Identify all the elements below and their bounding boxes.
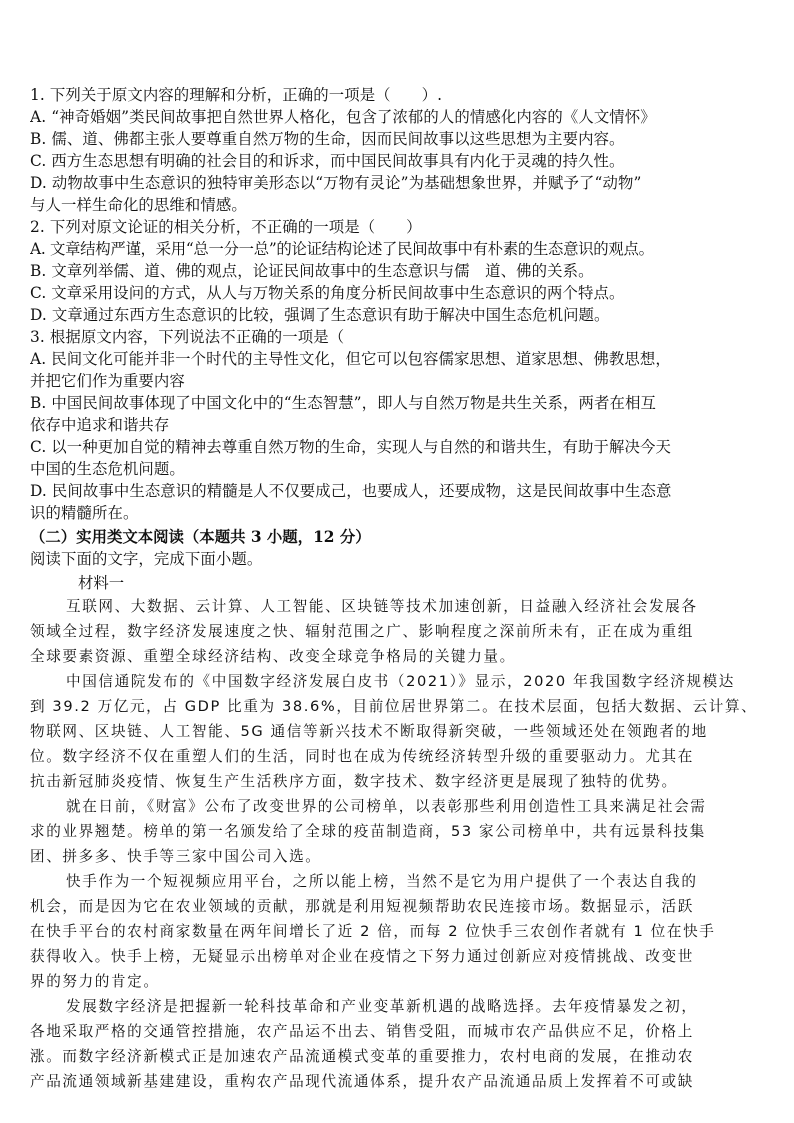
- question-line: 中国的生态危机问题。: [30, 460, 185, 478]
- paragraph-line: 快手作为一个短视频应用平台，之所以能上榜，当然不是它为用户提供了一个表达自我的: [66, 873, 698, 890]
- question-block: [30, 84, 768, 524]
- question-line: B. 文章列举儒、道、佛的观点，论证民间故事中的生态意识与儒 道、佛的关系。: [30, 262, 594, 280]
- paragraph-line: 产品流通领域新基建建设，重构农产品现代流通体系，提升农产品流通品质上发挥着不可或缺: [30, 1073, 694, 1090]
- paragraph-line: 获得收入。快手上榜，无疑显示出榜单对企业在疫情之下努力通过创新应对疫情挑战、改变世: [30, 948, 694, 965]
- question-line: 3. 根据原文内容，下列说法不正确的一项是（: [30, 328, 345, 346]
- question-line: A. 民间文化可能并非一个时代的主导性文化，但它可以包容儒家思想、道家思想、佛教思想，: [30, 350, 671, 368]
- question-line: A. “神奇婚姻”类民间故事把自然世界人格化，包含了浓郁的人的情感化内容的《人文情怀》: [30, 108, 656, 126]
- question-line: C. 文章采用设问的方式，从人与万物关系的角度分析民间故事中生态意识的两个特点。: [30, 284, 625, 302]
- paragraph-line: 机会，而是因为它在农业领域的贡献，那就是利用短视频帮助农民连接市场。数据显示，活跃: [30, 898, 694, 915]
- article-body: [30, 594, 768, 1094]
- paragraph-line: 全球要素资源、重塑全球经济结构、改变全球竞争格局的关键力量。: [30, 648, 516, 665]
- paragraph-line: 团、拼多多、快手等三家中国公司入选。: [30, 848, 322, 865]
- question-line: D. 动物故事中生态意识的独特审美形态以“万物有灵论”为基础想象世界，并赋予了“动物”: [30, 174, 642, 192]
- paragraph-line: 物联网、区块链、人工智能、5G 通信等新兴技术不断取得新突破，一些领域还处在领跑者的地: [30, 723, 708, 740]
- paragraph-line: 涨。而数字经济新模式正是加速农产品流通模式变革的重要推力，农村电商的发展，在推动农: [30, 1048, 694, 1065]
- paragraph-line: 互联网、大数据、云计算、人工智能、区块链等技术加速创新，日益融入经济社会发展各: [66, 598, 698, 615]
- question-line: D. 民间故事中生态意识的精髓是人不仅要成己，也要成人，还要成物，这是民间故事中生态意: [30, 482, 672, 500]
- question-line: 与人一样生命化的思维和情感。: [30, 196, 247, 214]
- question-line: C. 西方生态思想有明确的社会目的和诉求，而中国民间故事具有内化于灵魂的持久性。: [30, 152, 625, 170]
- section-title: （二）实用类文本阅读（本题共 3 小题，12 分）: [30, 528, 371, 546]
- paragraph-line: 发展数字经济是把握新一轮科技革命和产业变革新机遇的战略选择。去年疫情暴发之初，: [66, 998, 698, 1015]
- paragraph: [30, 994, 768, 1094]
- paragraph-line: 求的业界翘楚。榜单的第一名颁发给了全球的疫苗制造商，53 家公司榜单中，共有远景科技集: [30, 823, 706, 840]
- paragraph: [30, 869, 768, 994]
- paragraph-line: 中国信通院发布的《中国数字经济发展白皮书（2021）》显示，2020 年我国数字经济规模达: [66, 673, 735, 690]
- question-line: C. 以一种更加自觉的精神去尊重自然万物的生命，实现人与自然的和谐共生，有助于解决今天: [30, 438, 671, 456]
- question-line: 并把它们作为重要内容: [30, 372, 185, 390]
- paragraph: [30, 669, 768, 794]
- paragraph-line: 各地采取严格的交通管控措施，农产品运不出去、销售受阻，而城市农产品供应不足，价格上: [30, 1023, 694, 1040]
- section-instruction: 阅读下面的文字，完成下面小题。: [30, 550, 263, 568]
- paragraph-line: 到 39.2 万亿元，占 GDP 比重为 38.6%，目前位居世界第二。在技术层面，包括大数据、云计算、: [30, 698, 758, 715]
- question-line: 识的精髓所在。: [30, 504, 139, 522]
- question-line: B. 儒、道、佛都主张人要尊重自然万物的生命，因而民间故事以这些思想为主要内容。: [30, 130, 625, 148]
- question-line: B. 中国民间故事体现了中国文化中的“生态智慧”，即人与自然万物是共生关系，两者在相互: [30, 394, 656, 412]
- question-line: 依存中追求和谐共存: [30, 416, 170, 434]
- paragraph-line: 就在日前，《财富》公布了改变世界的公司榜单，以表彰那些利用创造性工具来满足社会需: [66, 798, 707, 815]
- question-line: 1. 下列关于原文内容的理解和分析，正确的一项是（ ）.: [30, 86, 443, 104]
- paragraph-line: 抗击新冠肺炎疫情、恢复生产生活秩序方面，数字技术、数字经济更是展现了独特的优势。: [30, 773, 678, 790]
- paragraph: [30, 594, 768, 669]
- paragraph-line: 位。数字经济不仅在重塑人们的生活，同时也在成为传统经济转型升级的重要驱动力。尤其在: [30, 748, 694, 765]
- question-line: A. 文章结构严谨，采用“总一分一总”的论证结构论述了民间故事中有朴素的生态意识的观点。: [30, 240, 654, 258]
- paragraph-line: 界的努力的肯定。: [30, 973, 160, 990]
- question-line: D. 文章通过东西方生态意识的比较，强调了生态意识有助于解决中国生态危机问题。: [30, 306, 610, 324]
- paragraph-line: 领域全过程，数字经济发展速度之快、辐射范围之广、影响程度之深前所未有，正在成为重组: [30, 623, 694, 640]
- material-title: 材料一: [78, 574, 125, 592]
- paragraph-line: 在快手平台的农村商家数量在两年间增长了近 2 倍，而每 2 位快手三农创作者就有 1 位在快手: [30, 923, 716, 940]
- paragraph: [30, 794, 768, 869]
- question-line: 2. 下列对原文论证的相关分析，不正确的一项是（ ）: [30, 218, 422, 236]
